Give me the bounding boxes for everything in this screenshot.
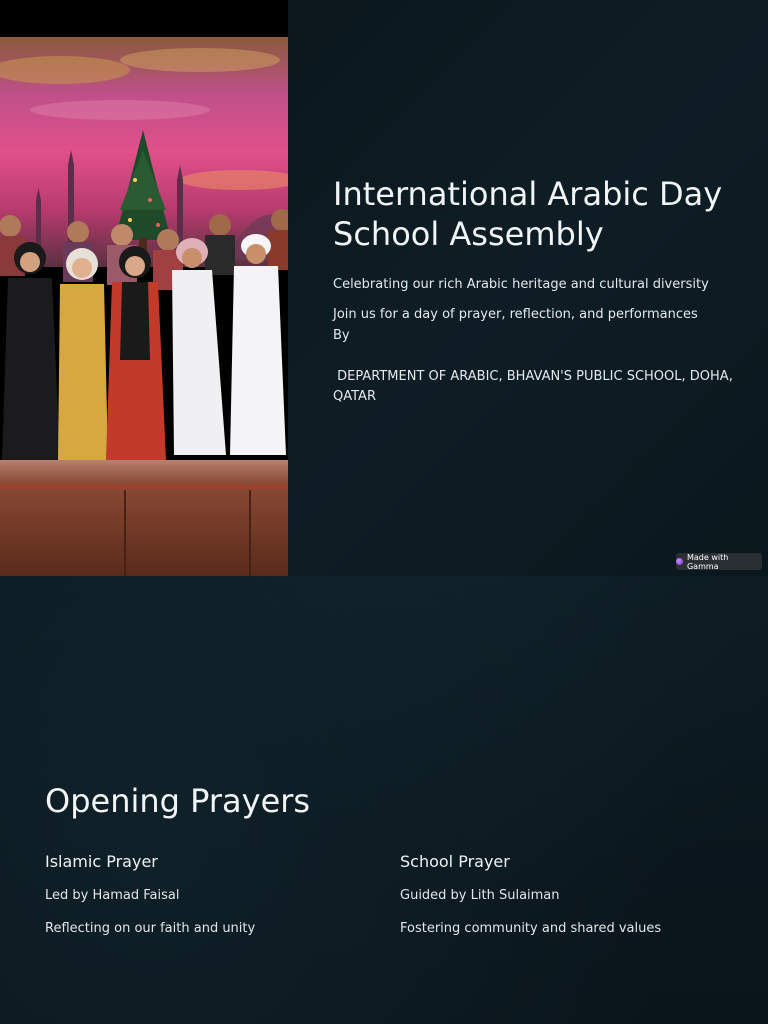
column-line: Guided by Lith Sulaiman bbox=[400, 888, 560, 903]
islamic-prayer-column bbox=[45, 850, 375, 952]
students-on-stage-photo bbox=[0, 0, 288, 576]
department-credit: DEPARTMENT OF ARABIC, BHAVAN'S PUBLIC SCHOOL, DOHA, QATAR bbox=[333, 369, 737, 404]
subtitle-join: Join us for a day of prayer, reflection, and performances bbox=[333, 307, 698, 322]
column-heading: Islamic Prayer bbox=[45, 852, 158, 871]
column-line: Reflecting on our faith and unity bbox=[45, 921, 256, 936]
badge-label: Made with Gamma bbox=[686, 552, 729, 571]
made-with-gamma-badge[interactable] bbox=[676, 553, 762, 570]
slide-title: International Arabic Day School Assembly bbox=[333, 175, 723, 253]
column-heading: School Prayer bbox=[400, 852, 510, 871]
school-prayer-column bbox=[400, 850, 730, 952]
column-line: Fostering community and shared values bbox=[400, 921, 662, 936]
gamma-logo-icon bbox=[676, 558, 683, 565]
column-line: Led by Hamad Faisal bbox=[45, 888, 180, 903]
subtitle-by: By bbox=[333, 328, 350, 343]
section-title: Opening Prayers bbox=[45, 782, 311, 820]
subtitle-heritage: Celebrating our rich Arabic heritage and cultural diversity bbox=[333, 277, 709, 292]
